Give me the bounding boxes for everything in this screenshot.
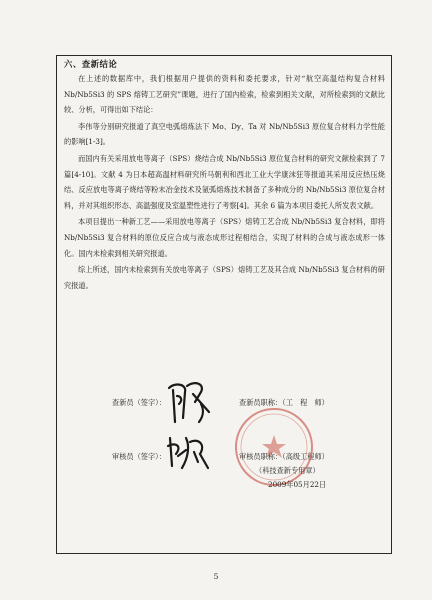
reviewer-signature-label: 审核员（签字）： [112, 452, 166, 461]
searcher-signature-image [165, 378, 217, 426]
paragraph-li-wei: 李伟等分别研究报道了真空电弧熔炼法下 Mo、Dy、Ta 对 Nb/Nb5Si3 原位复合材料力学性能的影响[1-3]。 [64, 121, 385, 147]
conclusion-body [64, 71, 385, 294]
reviewer-signature-image [164, 432, 212, 472]
official-seal-stamp [232, 405, 316, 489]
searcher-signature-label: 查新员（签字）： [112, 398, 166, 407]
unit-seal-label: （科技查新专用章） [255, 466, 320, 475]
paragraph-summary: 综上所述，国内未检索到有关放电等离子（SPS）熔铸工艺及其合成 Nb/Nb5Si3 复合材料的研究报道。 [64, 265, 385, 290]
reviewer-title: 审核员职称：（高级工程师） [239, 452, 329, 461]
paragraph-new-process: 本项目提出一种新工艺——采用放电等离子（SPS）熔铸工艺合成 Nb/Nb5Si3 复合材料，即将 Nb/Nb5Si3 复合材料的原位反应合成与液态成形过程相结合，实现了材料的合成与液态成形一体化。国内未检索到相关研究报道。 [64, 217, 385, 258]
paragraph-sps-literature: 而国内有关采用放电等离子（SPS）烧结合成 Nb/Nb5Si3 原位复合材料的研究文献检索到了 7 篇[4-10]。文献 4 为日本超高温材料研究所马朝利和西北工业大学康沫狂等报道其采用反应热压烧结、反应放电等离子烧结等粉末冶金技术及氩弧熔炼技术制备了多种成分的 Nb/Nb5Si3 原位复合材料，并对其组织形态、高温强度及室温塑性进行了考察[4]。其余 6 篇为本项目委托人所发表文献。 [64, 153, 385, 210]
section-heading: 六、查新结论 [64, 59, 118, 69]
searcher-title: 查新员职称：（工 程 师） [239, 398, 329, 407]
paragraph-intro: 在上述的数据库中，我们根据用户提供的资料和委托要求，针对“航空高温结构复合材料 Nb/Nb5Si3 的 SPS 熔铸工艺研究”课题，进行了国内检索，检索到相关文献，对所检索到的文献比较、分析，可得出如下结论： [64, 74, 385, 115]
page-number: 5 [213, 572, 219, 581]
signing-date: 2009年05月22日 [268, 480, 327, 489]
